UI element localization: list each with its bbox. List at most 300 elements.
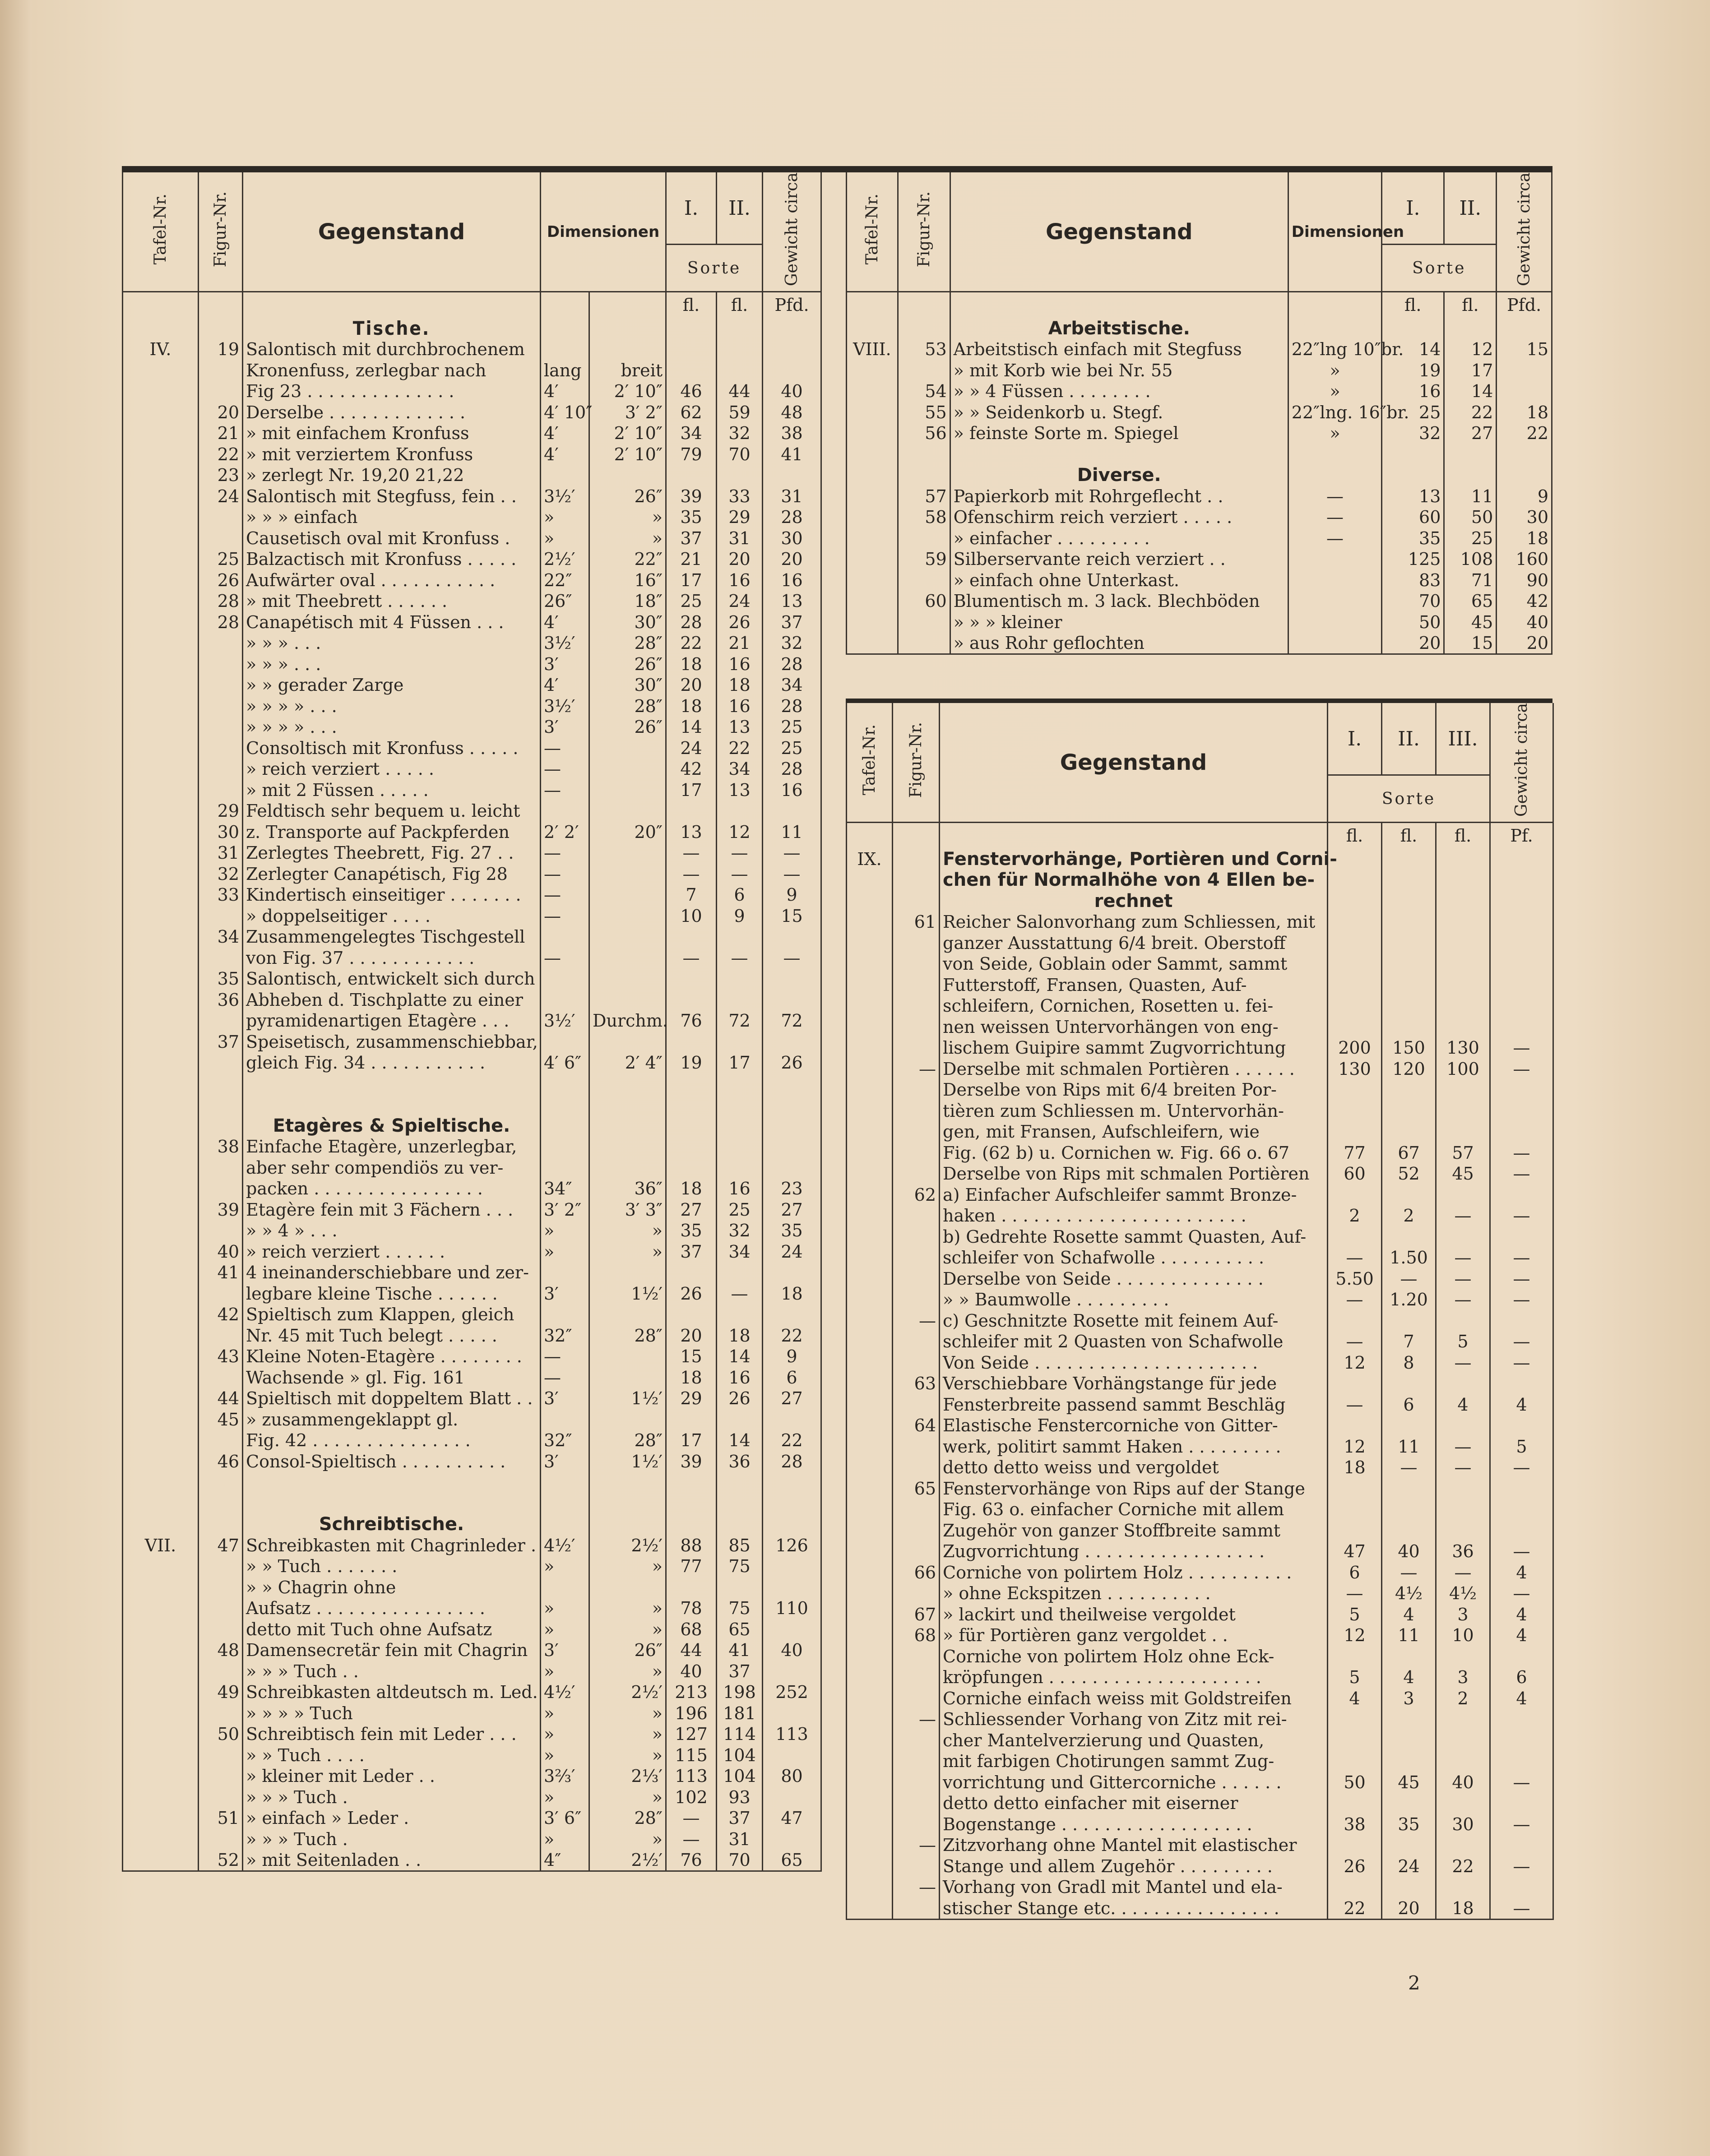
figur-cell [893, 890, 940, 911]
blank-cell [199, 318, 243, 339]
table-row [123, 381, 821, 402]
table-row [847, 1373, 1553, 1394]
price-sorte2-cell [1382, 1184, 1436, 1205]
tafel-cell [123, 717, 199, 738]
weight-cell [1490, 1835, 1553, 1856]
table-row [847, 1855, 1553, 1877]
price-sorte1-cell: 35 [1382, 527, 1444, 549]
price-sorte1-cell [666, 989, 717, 1010]
weight-cell [1490, 1373, 1553, 1394]
price-sorte2-cell: 70 [717, 444, 763, 465]
price-sorte2-cell: 11 [1382, 1625, 1436, 1646]
blank-cell [541, 1115, 589, 1136]
table-row [847, 1205, 1553, 1226]
price-sorte3-cell [1436, 1121, 1490, 1143]
gegenstand-cell: Fensterbreite passend sammt Beschläg [940, 1394, 1328, 1415]
tafel-cell [123, 1724, 199, 1745]
weight-cell: 27 [763, 1199, 821, 1220]
gegenstand-cell: packen . . . . . . . . . . . . . . . . [243, 1178, 541, 1199]
price-sorte2-cell [717, 465, 763, 486]
sorte-label: Sorte [1382, 245, 1497, 292]
dimension-breit-cell: breit [589, 360, 666, 381]
gegenstand-cell: chen für Normalhöhe von 4 Ellen be- [940, 870, 1328, 891]
price-sorte2-cell: 4 [1382, 1604, 1436, 1625]
blank-cell [1444, 465, 1497, 486]
dimension-lang-cell: 4′ [541, 675, 589, 696]
price-sorte3-cell: — [1436, 1457, 1490, 1478]
weight-cell [1490, 848, 1553, 870]
dimension-breit-cell: 2′ 10″ [589, 423, 666, 444]
figur-cell [199, 675, 243, 696]
figur-cell: 62 [893, 1184, 940, 1205]
weight-cell: — [763, 947, 821, 968]
gegenstand-cell: Fenstervorhänge, Portièren und Corni- [940, 848, 1328, 870]
tafel-cell [847, 1415, 893, 1436]
gegenstand-cell: » » gerader Zarge [243, 675, 541, 696]
price-sorte2-cell: 4 [1382, 1667, 1436, 1688]
figur-cell: 63 [893, 1373, 940, 1394]
gegenstand-cell: » » » . . . [243, 633, 541, 654]
weight-cell: 32 [763, 633, 821, 654]
dimension-breit-cell: » [589, 1828, 666, 1850]
gegenstand-cell: » » Seidenkorb u. Stegf. [950, 402, 1288, 423]
table-row [847, 1058, 1553, 1079]
binding-gutter [0, 0, 32, 2156]
price-sorte2-cell: 16 [717, 1178, 763, 1199]
tafel-cell [847, 932, 893, 953]
tafel-cell [847, 1058, 893, 1079]
price-sorte1-cell: 7 [666, 884, 717, 906]
table-row [847, 1478, 1553, 1499]
table-row [847, 1583, 1553, 1604]
price-sorte1-cell [1328, 995, 1382, 1017]
dimension-lang-cell: — [541, 905, 589, 926]
weight-cell: — [1490, 1583, 1553, 1604]
price-sorte1-cell: 2 [1328, 1205, 1382, 1226]
dimension-breit-cell [589, 1577, 666, 1598]
gegenstand-cell: a) Einfacher Aufschleifer sammt Bronze- [940, 1184, 1328, 1205]
dimension-breit-cell [589, 1367, 666, 1388]
price-sorte1-cell: — [666, 842, 717, 864]
table-row [123, 1451, 821, 1472]
blank-cell [123, 318, 199, 339]
figur-cell: — [893, 1877, 940, 1898]
tafel-cell [847, 1310, 893, 1331]
price-sorte1-cell: 39 [666, 1451, 717, 1472]
figur-cell [893, 1646, 940, 1667]
tafel-cell [847, 1541, 893, 1562]
price-sorte1-cell: 5.50 [1328, 1268, 1382, 1289]
table-row [847, 444, 1552, 465]
table-row [847, 1352, 1553, 1373]
table-row [123, 1828, 821, 1850]
price-sorte1-cell: — [666, 1828, 717, 1850]
weight-cell: 80 [763, 1766, 821, 1787]
figur-cell: 46 [199, 1451, 243, 1472]
tafel-cell [123, 759, 199, 780]
price-sorte2-cell [717, 1409, 763, 1430]
table-row [847, 1415, 1553, 1436]
tafel-cell [847, 1121, 893, 1143]
price-sorte3-cell [1436, 1499, 1490, 1520]
price-sorte2-cell [1382, 1079, 1436, 1101]
weight-cell [763, 1031, 821, 1052]
tafel-cell [847, 1163, 893, 1184]
figur-cell [893, 848, 940, 870]
figur-cell: 49 [199, 1682, 243, 1703]
weight-cell: 20 [1497, 633, 1552, 654]
table-row [847, 1897, 1553, 1919]
dimension-lang-cell: » [541, 527, 589, 549]
dimension-breit-cell: » [589, 527, 666, 549]
price-sorte1-cell: 18 [666, 1178, 717, 1199]
table-row [847, 974, 1553, 995]
weight-cell: 18 [1497, 527, 1552, 549]
tafel-cell [123, 1430, 199, 1451]
price-sorte3-cell [1436, 1373, 1490, 1394]
price-sorte1-cell: 125 [1382, 549, 1444, 570]
section-heading: Tische. [243, 318, 541, 339]
blank-cell [666, 1514, 717, 1535]
price-sorte1-cell [1328, 1730, 1382, 1751]
table-row [123, 1430, 821, 1451]
weight-cell [1490, 1499, 1553, 1520]
price-sorte1-cell [666, 800, 717, 822]
dimension-cell [1288, 549, 1381, 570]
table-row [847, 1037, 1553, 1059]
price-sorte1-cell [1328, 1310, 1382, 1331]
figur-cell [199, 527, 243, 549]
gegenstand-cell: b) Gedrehte Rosette sammt Quasten, Auf- [940, 1226, 1328, 1247]
gegenstand-cell: Damensecretär fein mit Chagrin [243, 1640, 541, 1661]
dimension-lang-cell: 3′ [541, 1388, 589, 1409]
price-sorte1-cell [1328, 1100, 1382, 1121]
table-row [123, 759, 821, 780]
gegenstand-cell: » » » kleiner [950, 611, 1288, 633]
table-row [847, 1289, 1553, 1310]
dimension-breit-cell: 26″ [589, 717, 666, 738]
weight-cell [763, 1661, 821, 1682]
price-sorte1-cell: 20 [1382, 633, 1444, 654]
tafel-cell [847, 1730, 893, 1751]
gegenstand-cell: » einfach » Leder . [243, 1808, 541, 1829]
tafel-cell [123, 1241, 199, 1262]
table-row [123, 800, 821, 822]
gegenstand-cell: Fig. 63 o. einfacher Corniche mit allem [940, 1499, 1328, 1520]
price-sorte2-cell: 32 [717, 1220, 763, 1241]
price-sorte1-cell [1328, 1415, 1382, 1436]
figur-cell: 43 [199, 1346, 243, 1367]
dimension-lang-cell: 26″ [541, 591, 589, 612]
col-gegenstand-header: Gegenstand [940, 703, 1328, 823]
dimension-lang-cell: — [541, 884, 589, 906]
table-row [123, 1073, 821, 1094]
tafel-cell [847, 1772, 893, 1793]
weight-cell: 28 [763, 653, 821, 675]
price-sorte1-cell: 196 [666, 1703, 717, 1724]
weight-cell: — [1490, 1268, 1553, 1289]
price-sorte3-cell: 57 [1436, 1142, 1490, 1163]
price-sorte2-cell: 37 [717, 1661, 763, 1682]
blank-cell [589, 1115, 666, 1136]
tafel-cell [847, 1331, 893, 1352]
gegenstand-cell: Salontisch, entwickelt sich durch [243, 968, 541, 990]
col-sorte1-header: I. [1382, 172, 1444, 245]
blank-cell [199, 1073, 243, 1094]
price-sorte2-cell [717, 926, 763, 948]
col-sorte2-header: II. [1444, 172, 1497, 245]
tafel-cell [123, 486, 199, 507]
price-sorte2-cell: 75 [717, 1556, 763, 1577]
tafel-cell [123, 1744, 199, 1766]
weight-cell: 126 [763, 1535, 821, 1556]
price-sorte2-cell: 65 [717, 1619, 763, 1640]
blank-cell [589, 318, 666, 339]
blank-cell [243, 1094, 541, 1115]
tafel-cell [847, 1247, 893, 1268]
table-row [847, 1142, 1553, 1163]
col-sorte2-header: II. [1382, 703, 1436, 775]
price-sorte2-cell: 44 [717, 381, 763, 402]
price-sorte3-cell [1436, 1226, 1490, 1247]
figur-cell [199, 695, 243, 717]
price-sorte2-cell: 22 [717, 737, 763, 759]
figur-cell [893, 1226, 940, 1247]
price-sorte2-cell: 6 [1382, 1394, 1436, 1415]
figur-cell [893, 1205, 940, 1226]
gegenstand-cell: » mit 2 Füssen . . . . . [243, 779, 541, 800]
tafel-cell [123, 611, 199, 633]
weight-cell: 9 [763, 1346, 821, 1367]
gegenstand-cell: z. Transporte auf Packpferden [243, 821, 541, 842]
figur-cell: 59 [898, 549, 950, 570]
tafel-cell [123, 1598, 199, 1619]
price-sorte1-cell: 76 [666, 1010, 717, 1032]
gegenstand-cell: » für Portièren ganz vergoldet . . [940, 1625, 1328, 1646]
price-sorte2-cell [1382, 848, 1436, 870]
dimension-lang-cell: — [541, 947, 589, 968]
gegenstand-cell: lischem Guipire sammt Zugvorrichtung [940, 1037, 1328, 1059]
figur-cell [893, 1163, 940, 1184]
weight-cell: 30 [1497, 507, 1552, 528]
figur-cell [199, 1283, 243, 1304]
figur-cell: 47 [199, 1535, 243, 1556]
figur-cell [199, 1703, 243, 1724]
price-sorte1-cell: 60 [1382, 507, 1444, 528]
price-sorte2-cell: 34 [717, 759, 763, 780]
gegenstand-cell: » » » Tuch . . [243, 1661, 541, 1682]
price-sorte3-cell [1436, 1100, 1490, 1121]
price-sorte3-cell: 4½ [1436, 1583, 1490, 1604]
weight-cell [763, 1262, 821, 1283]
gegenstand-cell: Vorhang von Gradl mit Mantel und ela- [940, 1877, 1328, 1898]
price-sorte1-cell: 18 [666, 1367, 717, 1388]
price-sorte2-cell: 34 [717, 1241, 763, 1262]
price-sorte1-cell [1328, 1520, 1382, 1541]
figur-cell: 56 [898, 423, 950, 444]
tafel-cell [847, 870, 893, 891]
dimension-breit-cell: 2½′ [589, 1535, 666, 1556]
price-sorte1-cell: — [666, 1808, 717, 1829]
blank-cell [243, 1472, 541, 1493]
price-sorte1-cell: 17 [666, 779, 717, 800]
table-row [847, 423, 1552, 444]
table-row [123, 465, 821, 486]
dimension-breit-cell: 2⅓′ [589, 1766, 666, 1787]
price-sorte3-cell [1436, 1877, 1490, 1898]
gegenstand-cell: Derselbe von Seide . . . . . . . . . . . . . . [940, 1268, 1328, 1289]
tafel-cell [847, 890, 893, 911]
price-sorte1-cell [1328, 890, 1382, 911]
blank-cell [763, 1094, 821, 1115]
dimension-breit-cell: » [589, 1220, 666, 1241]
figur-cell: 25 [199, 549, 243, 570]
blank-cell [763, 1514, 821, 1535]
figur-cell: — [893, 1310, 940, 1331]
blank-cell [243, 1073, 541, 1094]
figur-cell: 58 [898, 507, 950, 528]
gegenstand-cell: Zitzvorhang ohne Mantel mit elastischer [940, 1835, 1328, 1856]
blank-cell [199, 1115, 243, 1136]
price-sorte1-cell: 50 [1382, 611, 1444, 633]
price-sorte1-cell: 127 [666, 1724, 717, 1745]
weight-cell: 28 [763, 759, 821, 780]
weight-cell: 90 [1497, 569, 1552, 591]
figur-cell [893, 1499, 940, 1520]
tafel-cell [123, 527, 199, 549]
figur-cell [893, 1457, 940, 1478]
table-row [847, 527, 1552, 549]
right-top-price-table [846, 172, 1552, 655]
price-sorte2-cell: 50 [1444, 507, 1497, 528]
price-sorte3-cell: 130 [1436, 1037, 1490, 1059]
dimension-cell: 22″lng. 16″br. [1288, 402, 1381, 423]
price-sorte1-cell: — [1328, 1583, 1382, 1604]
price-sorte2-cell: 31 [717, 527, 763, 549]
figur-cell: 33 [199, 884, 243, 906]
gegenstand-cell: ganzer Ausstattung 6/4 breit. Oberstoff [940, 932, 1328, 953]
price-sorte1-cell: 77 [666, 1556, 717, 1577]
gegenstand-cell: » aus Rohr geflochten [950, 633, 1288, 654]
figur-cell [893, 1331, 940, 1352]
price-sorte1-cell: 37 [666, 527, 717, 549]
gegenstand-cell: » » » » . . . [243, 695, 541, 717]
price-sorte3-cell: 36 [1436, 1541, 1490, 1562]
price-sorte1-cell: — [1328, 1394, 1382, 1415]
figur-cell [199, 381, 243, 402]
table-row [847, 1100, 1553, 1121]
dimension-breit-cell: 1½′ [589, 1451, 666, 1472]
gegenstand-cell: schleifern, Cornichen, Rosetten u. fei- [940, 995, 1328, 1017]
weight-cell: 48 [763, 402, 821, 423]
gegenstand-cell: » mit verziertem Kronfuss [243, 444, 541, 465]
right-bottom-table-body [847, 823, 1553, 1920]
gegenstand-cell: Futterstoff, Fransen, Quasten, Auf- [940, 974, 1328, 995]
price-sorte1-cell [1328, 1793, 1382, 1814]
dimension-lang-cell: 4′ [541, 444, 589, 465]
tafel-cell [847, 1100, 893, 1121]
price-sorte2-cell [1382, 995, 1436, 1017]
gegenstand-cell: » mit Theebrett . . . . . . [243, 591, 541, 612]
price-sorte3-cell: 2 [1436, 1688, 1490, 1709]
blank-cell [1497, 318, 1552, 339]
price-sorte2-cell: — [1382, 1457, 1436, 1478]
price-sorte2-cell: — [717, 863, 763, 884]
dimension-breit-cell [589, 989, 666, 1010]
blank-cell [123, 1514, 199, 1535]
tafel-cell [847, 1667, 893, 1688]
price-sorte1-cell: 34 [666, 423, 717, 444]
price-sorte1-cell: 78 [666, 1598, 717, 1619]
table-row [123, 633, 821, 654]
gegenstand-cell: Derselbe von Rips mit schmalen Portièren [940, 1163, 1328, 1184]
blank-cell [666, 1493, 717, 1514]
dimension-breit-cell [589, 1409, 666, 1430]
dimension-breit-cell [589, 905, 666, 926]
weight-cell: 72 [763, 1010, 821, 1032]
dimension-lang-cell: 3½′ [541, 486, 589, 507]
table-row [847, 1394, 1553, 1415]
table-row [123, 675, 821, 696]
price-sorte3-cell [1436, 1184, 1490, 1205]
dimension-cell: 22″lng 10″br. [1288, 339, 1381, 360]
gegenstand-cell: Abheben d. Tischplatte zu einer [243, 989, 541, 1010]
dimension-breit-cell: Durchm. [589, 1010, 666, 1032]
tafel-cell [123, 1556, 199, 1577]
dimension-lang-cell [541, 1136, 589, 1157]
gegenstand-cell: » lackirt und theilweise vergoldet [940, 1604, 1328, 1625]
price-sorte1-cell: 47 [1328, 1541, 1382, 1562]
weight-cell [1490, 1751, 1553, 1772]
gegenstand-cell: Zugehör von ganzer Stoffbreite sammt [940, 1520, 1328, 1541]
figur-cell [893, 1289, 940, 1310]
price-sorte1-cell: 77 [1328, 1142, 1382, 1163]
dimension-breit-cell [589, 863, 666, 884]
dimension-breit-cell [589, 1136, 666, 1157]
price-sorte3-cell [1436, 1835, 1490, 1856]
table-row [123, 507, 821, 528]
dimension-breit-cell: 18″ [589, 591, 666, 612]
dimension-lang-cell [541, 1409, 589, 1430]
price-sorte2-cell: 52 [1382, 1163, 1436, 1184]
dimension-breit-cell [589, 1304, 666, 1325]
figur-cell [199, 1010, 243, 1032]
table-row [123, 1409, 821, 1430]
price-sorte1-cell [1328, 1877, 1382, 1898]
table-row [123, 1178, 821, 1199]
price-sorte2-cell: 20 [1382, 1897, 1436, 1919]
dimension-lang-cell: — [541, 842, 589, 864]
dimension-breit-cell: 22″ [589, 549, 666, 570]
gegenstand-cell: » reich verziert . . . . . [243, 759, 541, 780]
table-row [123, 989, 821, 1010]
dimension-lang-cell: » [541, 1828, 589, 1850]
blank-cell [1382, 318, 1444, 339]
gegenstand-cell: Stange und allem Zugehör . . . . . . . . . [940, 1855, 1328, 1877]
price-sorte2-cell: 18 [717, 1325, 763, 1346]
price-sorte2-cell: 2 [1382, 1205, 1436, 1226]
price-sorte3-cell [1436, 1520, 1490, 1541]
weight-cell [763, 1786, 821, 1808]
price-sorte1-cell [1328, 911, 1382, 933]
table-row [847, 1457, 1553, 1478]
price-sorte2-cell [1382, 890, 1436, 911]
table-row [123, 653, 821, 675]
table-row [847, 1625, 1553, 1646]
tafel-cell [847, 360, 898, 381]
weight-cell: 65 [763, 1850, 821, 1871]
price-sorte2-cell: 25 [717, 1199, 763, 1220]
